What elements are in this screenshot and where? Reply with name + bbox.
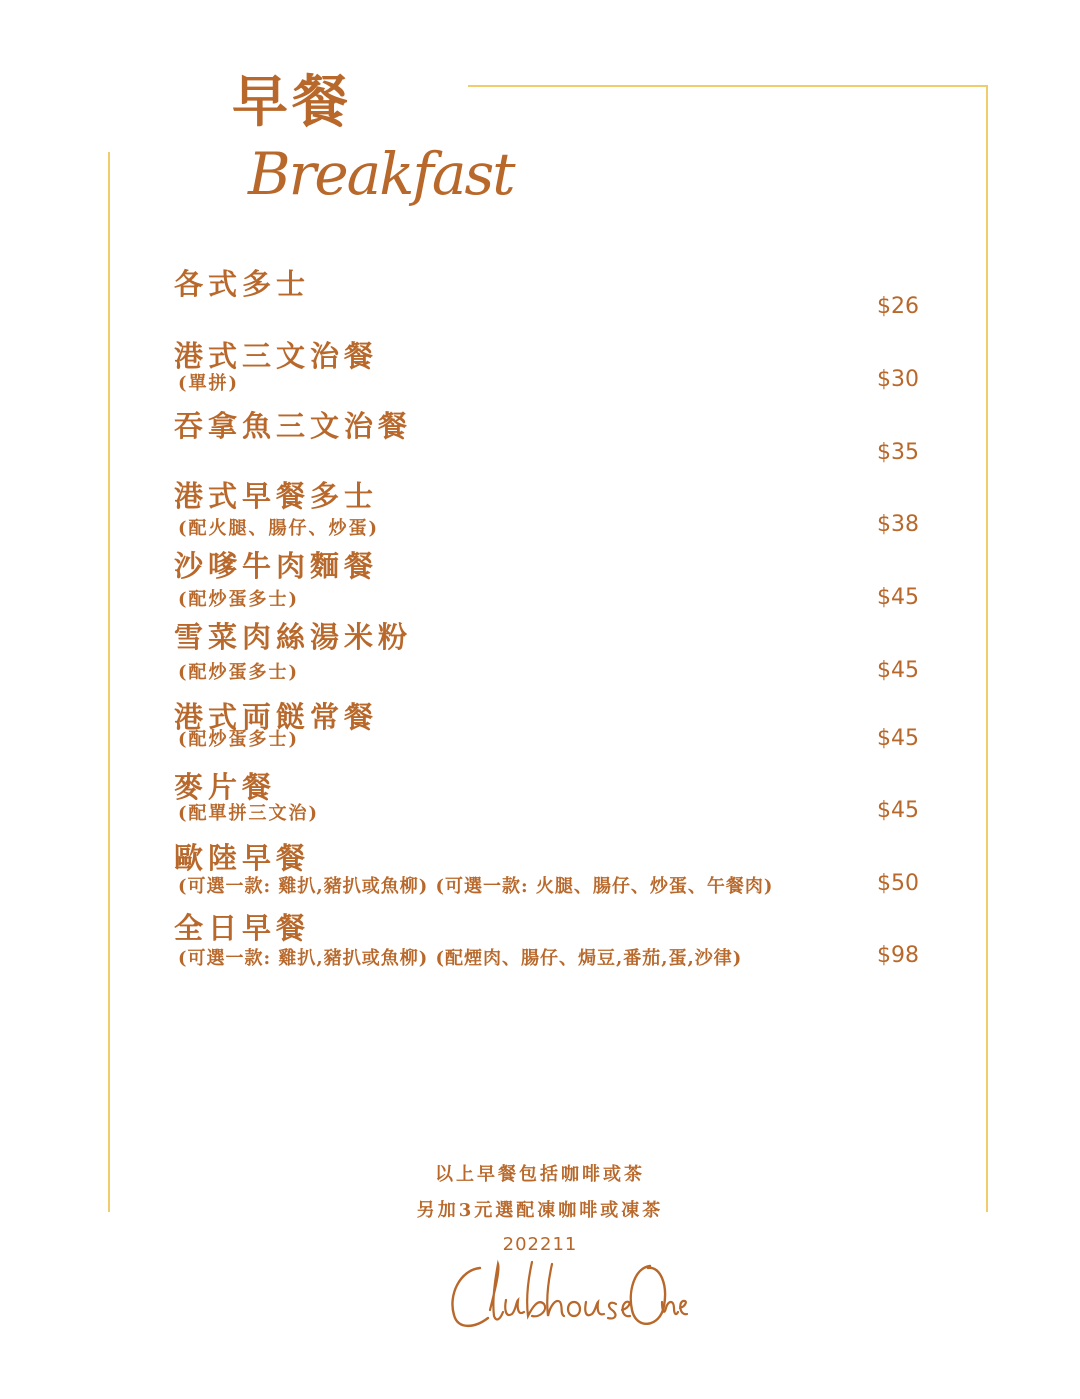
menu-item-price: $45: [877, 585, 919, 610]
footer-note-iced-drink: 另加3元選配凍咖啡或凍茶: [416, 1200, 664, 1221]
menu-item-name: 吞拿魚三文治餐: [174, 409, 413, 443]
frame-top-line: [468, 85, 988, 87]
menu-item-note: (配炒蛋多士): [178, 589, 300, 610]
menu-item-note: (可選一款: 雞扒,豬扒或魚柳) (配煙肉、腸仔、焗豆,番茄,蛋,沙律): [178, 948, 743, 969]
frame-left-line: [108, 152, 110, 1212]
menu-item-name: 港式早餐多士: [174, 479, 379, 513]
menu-item-price: $30: [877, 367, 919, 392]
menu-item-price: $98: [877, 943, 919, 968]
menu-item: [174, 765, 919, 837]
menu-item-name: 歐陸早餐: [174, 841, 311, 875]
frame-right-line: [986, 85, 988, 1212]
brand-logo: [440, 1250, 690, 1340]
menu-item-name: 全日早餐: [174, 911, 311, 945]
menu-item-price: $45: [877, 658, 919, 683]
menu-item-price: $50: [877, 871, 919, 896]
page-title-english: Breakfast: [248, 140, 514, 208]
menu-item: [174, 836, 919, 908]
menu-item-price: $26: [877, 294, 919, 319]
footer-menu-code: 202211: [502, 1234, 578, 1255]
menu-item-name: 港式三文治餐: [174, 339, 379, 373]
menu-item-name: 麥片餐: [174, 770, 277, 804]
menu-item: [174, 334, 919, 406]
menu-item-note: (單拼): [178, 373, 240, 394]
menu-item: [174, 262, 919, 334]
page-title-chinese: 早餐: [232, 69, 352, 135]
footer-note-included-drink: 以上早餐包括咖啡或茶: [435, 1164, 645, 1185]
menu-item-note: (配炒蛋多士): [178, 662, 300, 683]
menu-item: [174, 404, 919, 476]
menu-item-price: $38: [877, 512, 919, 537]
menu-item: [174, 906, 919, 978]
menu-item: [174, 544, 919, 616]
menu-item-price: $35: [877, 440, 919, 465]
menu-item: [174, 474, 919, 546]
menu-item: [174, 615, 919, 687]
menu-item-note: (配炒蛋多士): [178, 729, 300, 750]
menu-item-note: (可選一款: 雞扒,豬扒或魚柳) (可選一款: 火腿、腸仔、炒蛋、午餐肉): [178, 876, 774, 897]
menu-item-name: 雪菜肉絲湯米粉: [174, 620, 413, 654]
menu-item-name: 各式多士: [174, 267, 311, 301]
menu-item: [174, 695, 919, 767]
menu-item-price: $45: [877, 726, 919, 751]
menu-item-note: (配火腿、腸仔、炒蛋): [178, 518, 380, 539]
menu-item-name: 港式両餸常餐: [174, 700, 379, 734]
menu-item-name: 沙嗲牛肉麵餐: [174, 549, 379, 583]
menu-item-price: $45: [877, 798, 919, 823]
menu-item-note: (配單拼三文治): [178, 803, 320, 824]
